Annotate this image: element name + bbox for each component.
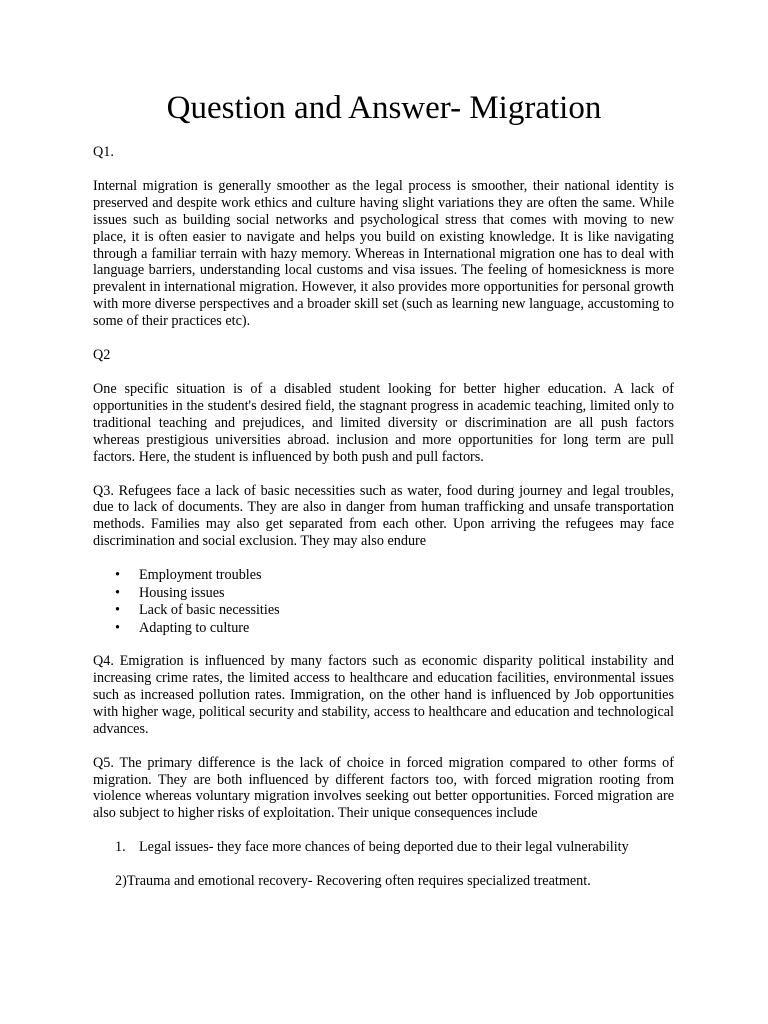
q2-answer: One specific situation is of a disabled student looking for better higher education. A lack of opportunities in the student's desired field, the stagnant progress in academic teaching, limited only to traditional teaching and prejudices, and limited diversity or discrimination are all push factors whereas prestigious universities abroad. inclusion and more opportunities for long term are pull factors. Here, the student is influenced by both push and pull factors. [93, 380, 674, 465]
q1-label: Q1. [93, 144, 114, 160]
bullet-icon: • [115, 619, 120, 636]
document-title: Question and Answer- Migration [166, 90, 602, 126]
list-item-text: Housing issues [139, 584, 225, 601]
list-item [93, 620, 674, 638]
q1-answer: Internal migration is generally smoother as the legal process is smoother, their national identity is preserved and despite work ethics and culture having slight variations they are often the same. While issues such as building social networks and psychological stress that comes with moving to new place, it is often easier to navigate and helps you build on existing knowledge. It is like navigating through a familiar terrain with hazy memory. Whereas in International migration one has to deal with language barriers, understanding local customs and visa issues. The feeling of homesickness is more prevalent in international migration. However, it also provides more opportunities for personal growth with more diverse perspectives and a broader skill set (such as learning new language, accustoming to some of their practices etc). [93, 177, 674, 330]
list-item-text: Employment troubles [139, 567, 262, 584]
list-item-text: Lack of basic necessities [139, 602, 280, 619]
item-number: 1. [115, 839, 126, 856]
q5-numbered-item-1 [93, 839, 674, 856]
bullet-icon: • [115, 584, 120, 601]
list-item [93, 602, 674, 620]
q3-bullet-list [93, 567, 674, 637]
q2-label: Q2 [93, 347, 111, 364]
list-item [93, 585, 674, 603]
document-body [93, 144, 674, 890]
bullet-icon: • [115, 567, 120, 584]
q5-numbered-item-2: 2)Trauma and emotional recovery- Recovering often requires specialized treatment. [115, 873, 591, 890]
q5-answer: Q5. The primary difference is the lack of choice in forced migration compared to other forms of migration. They are both influenced by different factors too, with forced migration rooting from violence whereas voluntary migration involves seeking out better opportunities. Forced migration are also subject to higher risks of exploitation. Their unique consequences include [93, 754, 674, 822]
list-item-text: Adapting to culture [139, 619, 250, 636]
item-text: Legal issues- they face more chances of being deported due to their legal vulnerability [139, 839, 629, 856]
q4-answer: Q4. Emigration is influenced by many factors such as economic disparity political instability and increasing crime rates, the limited access to healthcare and education facilities, environmental issues such as increased pollution rates. Immigration, on the other hand is influenced by Job opportunities with higher wage, political security and stability, access to healthcare and education and technological advances. [93, 653, 674, 737]
list-item [93, 567, 674, 585]
q3-answer: Q3. Refugees face a lack of basic necessities such as water, food during journey and legal troubles, due to lack of documents. They are also in danger from human trafficking and unsafe transportation methods. Families may also get separated from each other. Upon arriving the refugees may face discrimination and social exclusion. They may also endure [93, 482, 674, 550]
bullet-icon: • [115, 602, 120, 619]
